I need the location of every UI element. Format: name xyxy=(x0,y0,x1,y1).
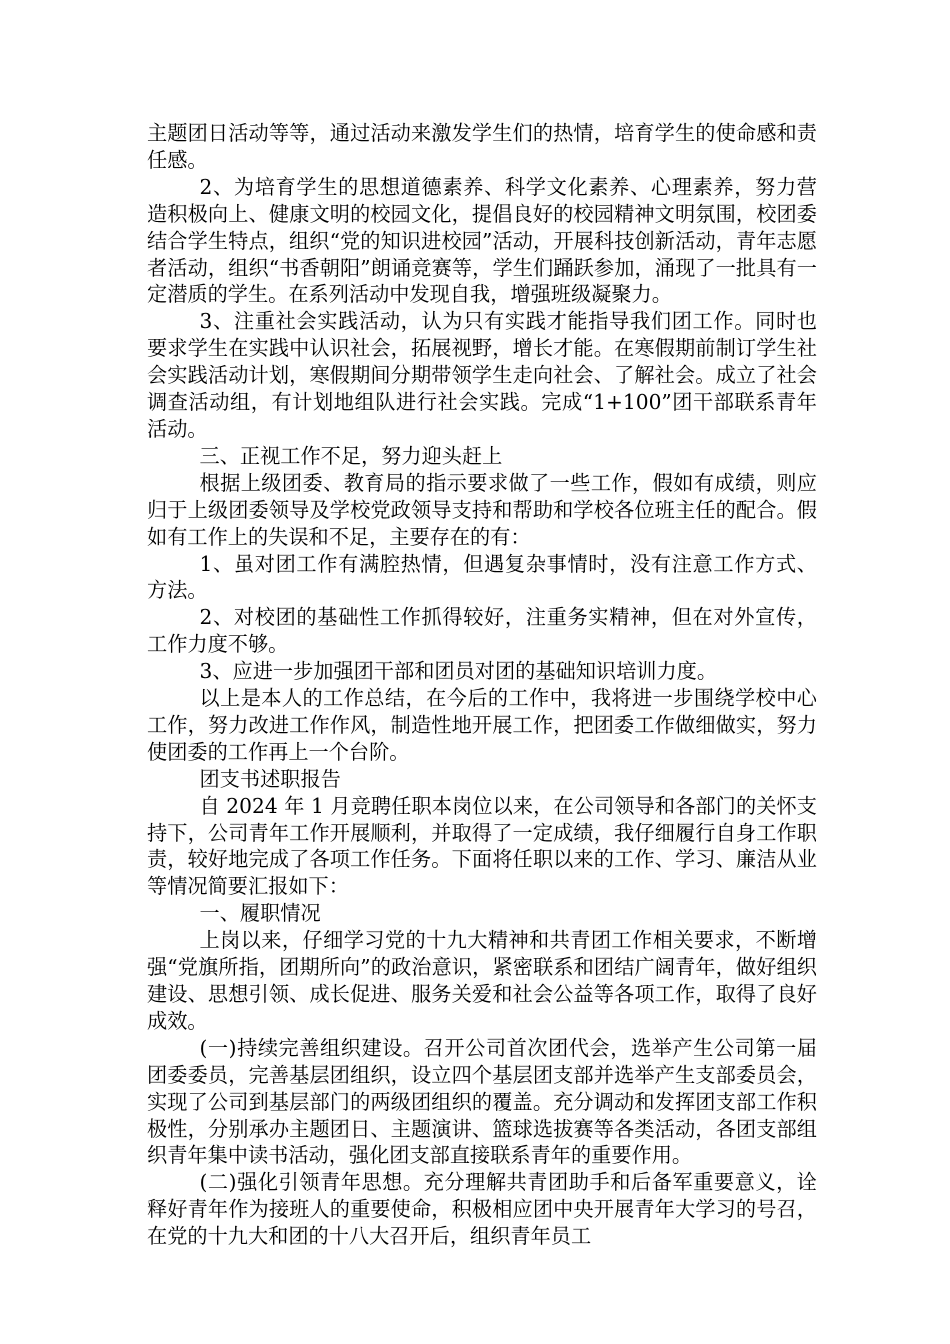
paragraph-15: (二)强化引领青年思想。充分理解共青团助手和后备军重要意义，诠释好青年作为接班人的重要使命，积极相应团中央开展青年大学习的号召，在党的十九大和团的十八大召开后，组织青年员工 xyxy=(147,1170,817,1249)
paragraph-13: 上岗以来，仔细学习党的十九大精神和共青团工作相关要求，不断增强“党旗所指，团期所向”的政治意识，紧密联系和团结广阔青年，做好组织建设、思想引领、成长促进、服务关爱和社会公益等各项工作，取得了良好成效。 xyxy=(147,928,817,1033)
paragraph-5: 根据上级团委、教育局的指示要求做了一些工作，假如有成绩，则应归于上级团委领导及学校党政领导支持和帮助和学校各位班主任的配合。假如有工作上的失误和不足，主要存在的有： xyxy=(147,470,817,549)
paragraph-9: 以上是本人的工作总结，在今后的工作中，我将进一步围绕学校中心工作，努力改进工作作风，制造性地开展工作，把团委工作做细做实，努力使团委的工作再上一个台阶。 xyxy=(147,686,817,764)
paragraph-3: 3、注重社会实践活动，认为只有实践才能指导我们团工作。同时也要求学生在实践中认识社会，拓展视野，增长才能。在寒假期前制订学生社会实践活动计划，寒假期间分期带领学生走向社会、了解社会。成立了社会调查活动组，有计划地组队进行社会实践。完成“1+100”团干部联系青年活动。 xyxy=(147,309,817,441)
section-heading-1: 一、履职情况 xyxy=(199,901,321,926)
paragraph-7: 2、对校团的基础性工作抓得较好，注重务实精神，但在对外宣传，工作力度不够。 xyxy=(147,605,817,657)
report-title: 团支书述职报告 xyxy=(199,766,341,791)
section-heading-3: 三、正视工作不足，努力迎头赶上 xyxy=(199,443,503,468)
paragraph-11: 自 2024 年 1 月竞聘任职本岗位以来，在公司领导和各部门的关怀支持下，公司青年工作开展顺利，并取得了一定成绩，我仔细履行自身工作职责，较好地完成了各项工作任务。下面将任职以来的工作、学习、廉洁从业等情况简要汇报如下： xyxy=(147,793,817,899)
paragraph-1: 主题团日活动等等，通过活动来激发学生们的热情，培育学生的使命感和责任感。 xyxy=(147,121,817,172)
paragraph-14: (一)持续完善组织建设。召开公司首次团代会，选举产生公司第一届团委委员，完善基层团组织，设立四个基层团支部并选举产生支部委员会，实现了公司到基层部门的两级团组织的覆盖。充分调动和发挥团支部工作积极性，分别承办主题团日、主题演讲、篮球选拔赛等各类活动，各团支部组织青年集中读书活动，强化团支部直接联系青年的重要作用。 xyxy=(147,1035,817,1168)
paragraph-6: 1、虽对团工作有满腔热情，但遇复杂事情时，没有注意工作方式、方法。 xyxy=(147,551,817,603)
paragraph-8: 3、应进一步加强团干部和团员对团的基础知识培训力度。 xyxy=(199,659,718,684)
document-body xyxy=(147,120,817,1250)
paragraph-2: 2、为培育学生的思想道德素养、科学文化素养、心理素养，努力营造积极向上、健康文明的校园文化，提倡良好的校园精神文明氛围，校团委结合学生特点，组织“党的知识进校园”活动，开展科技创新活动，青年志愿者活动，组织“书香朝阳”朗诵竞赛等，学生们踊跃参加，涌现了一批具有一定潜质的学生。在系列活动中发现自我，增强班级凝聚力。 xyxy=(147,174,817,307)
